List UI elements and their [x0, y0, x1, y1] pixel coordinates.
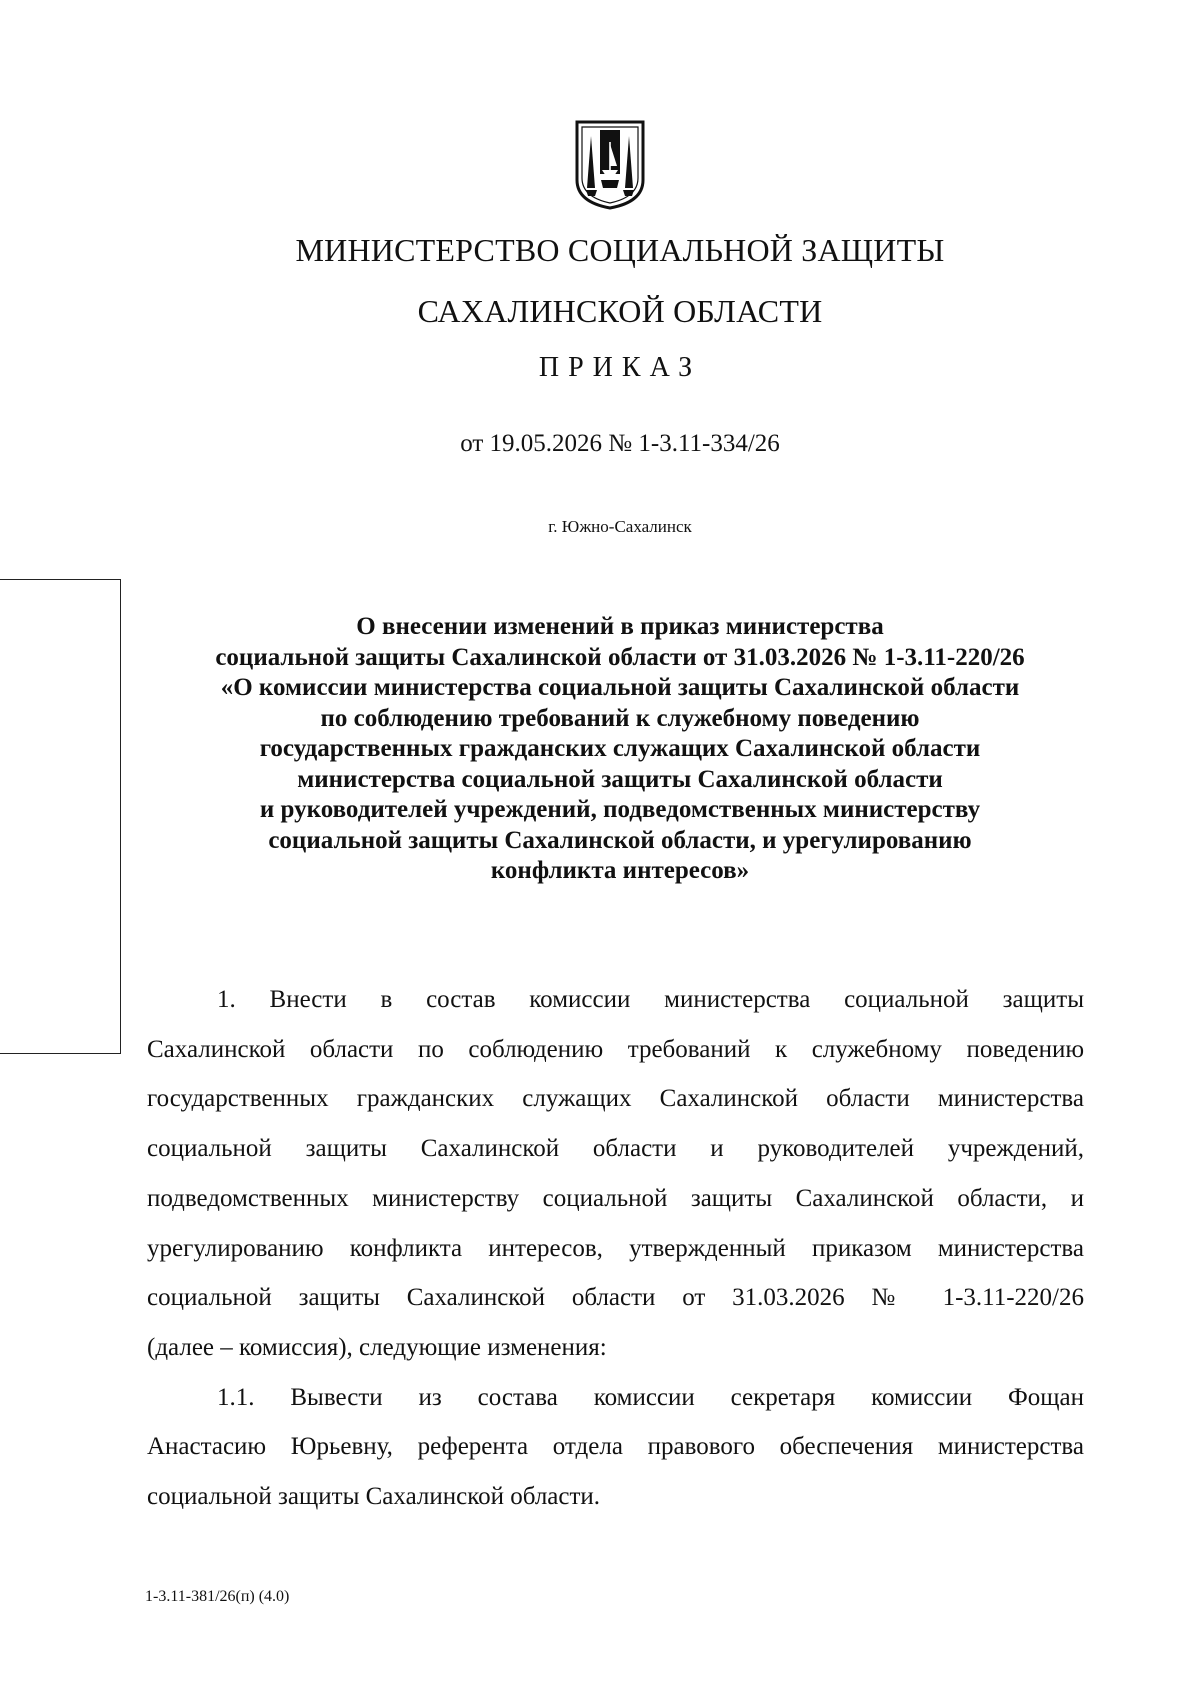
document-code: 1-3.11-381/26(п) (4.0)	[145, 1588, 290, 1605]
order-date-number: от 19.05.2026 № 1-3.11-334/26	[460, 430, 780, 457]
body-line: урегулированию конфликта интересов, утвержденный приказом министерства	[147, 1234, 1084, 1262]
title-line: «О комиссии министерства социальной защиты Сахалинской области	[220, 674, 1020, 701]
title-line: социальной защиты Сахалинской области от 31.03.2026 № 1-3.11-220/26	[215, 643, 1025, 671]
title-line: государственных гражданских служащих Сахалинской области	[259, 735, 981, 762]
body-line: 1. Внести в состав комиссии министерства социальной защиты	[217, 986, 1084, 1013]
ministry-name-line-1: МИНИСТЕРСТВО СОЦИАЛЬНОЙ ЗАЩИТЫ	[295, 232, 945, 268]
title-line: по соблюдению требований к служебному поведению	[320, 704, 920, 732]
body-line: 1.1. Вывести из состава комиссии секретаря комиссии Фощан	[217, 1383, 1084, 1411]
title-line: О внесении изменений в приказ министерства	[356, 613, 884, 640]
place-of-issue: г. Южно-Сахалинск	[548, 517, 692, 536]
body-line: Анастасию Юрьевну, референта отдела правового обеспечения министерства	[147, 1433, 1084, 1461]
body-line: (далее – комиссия), следующие изменения:	[147, 1333, 607, 1361]
order-body	[147, 975, 1084, 1522]
order-title	[140, 612, 1100, 887]
body-line: Сахалинской области по соблюдению требований к служебному поведению	[147, 1035, 1084, 1063]
body-line: государственных гражданских служащих Сахалинской области министерства	[147, 1085, 1084, 1113]
title-line: конфликта интересов»	[490, 857, 750, 884]
title-line: министерства социальной защиты Сахалинской области	[297, 765, 943, 793]
body-line: социальной защиты Сахалинской области от 31.03.2026 № 1-3.11-220/26	[147, 1284, 1084, 1312]
paragraph-1	[147, 975, 1084, 1373]
ministry-name-line-2: САХАЛИНСКОЙ ОБЛАСТИ	[417, 293, 823, 329]
paragraph-1-1	[147, 1373, 1084, 1522]
body-line: социальной защиты Сахалинской области.	[147, 1483, 601, 1511]
title-line: социальной защиты Сахалинской области, и урегулированию	[268, 826, 972, 854]
coat-of-arms-emblem	[573, 118, 647, 210]
body-line: социальной защиты Сахалинской области и руководителей учреждений,	[147, 1135, 1084, 1163]
body-line: подведомственных министерству социальной защиты Сахалинской области, и	[147, 1184, 1084, 1212]
document-type: ПРИКАЗ	[538, 352, 702, 383]
title-line: и руководителей учреждений, подведомственных министерству	[259, 796, 981, 823]
registration-bracket	[0, 579, 121, 1054]
